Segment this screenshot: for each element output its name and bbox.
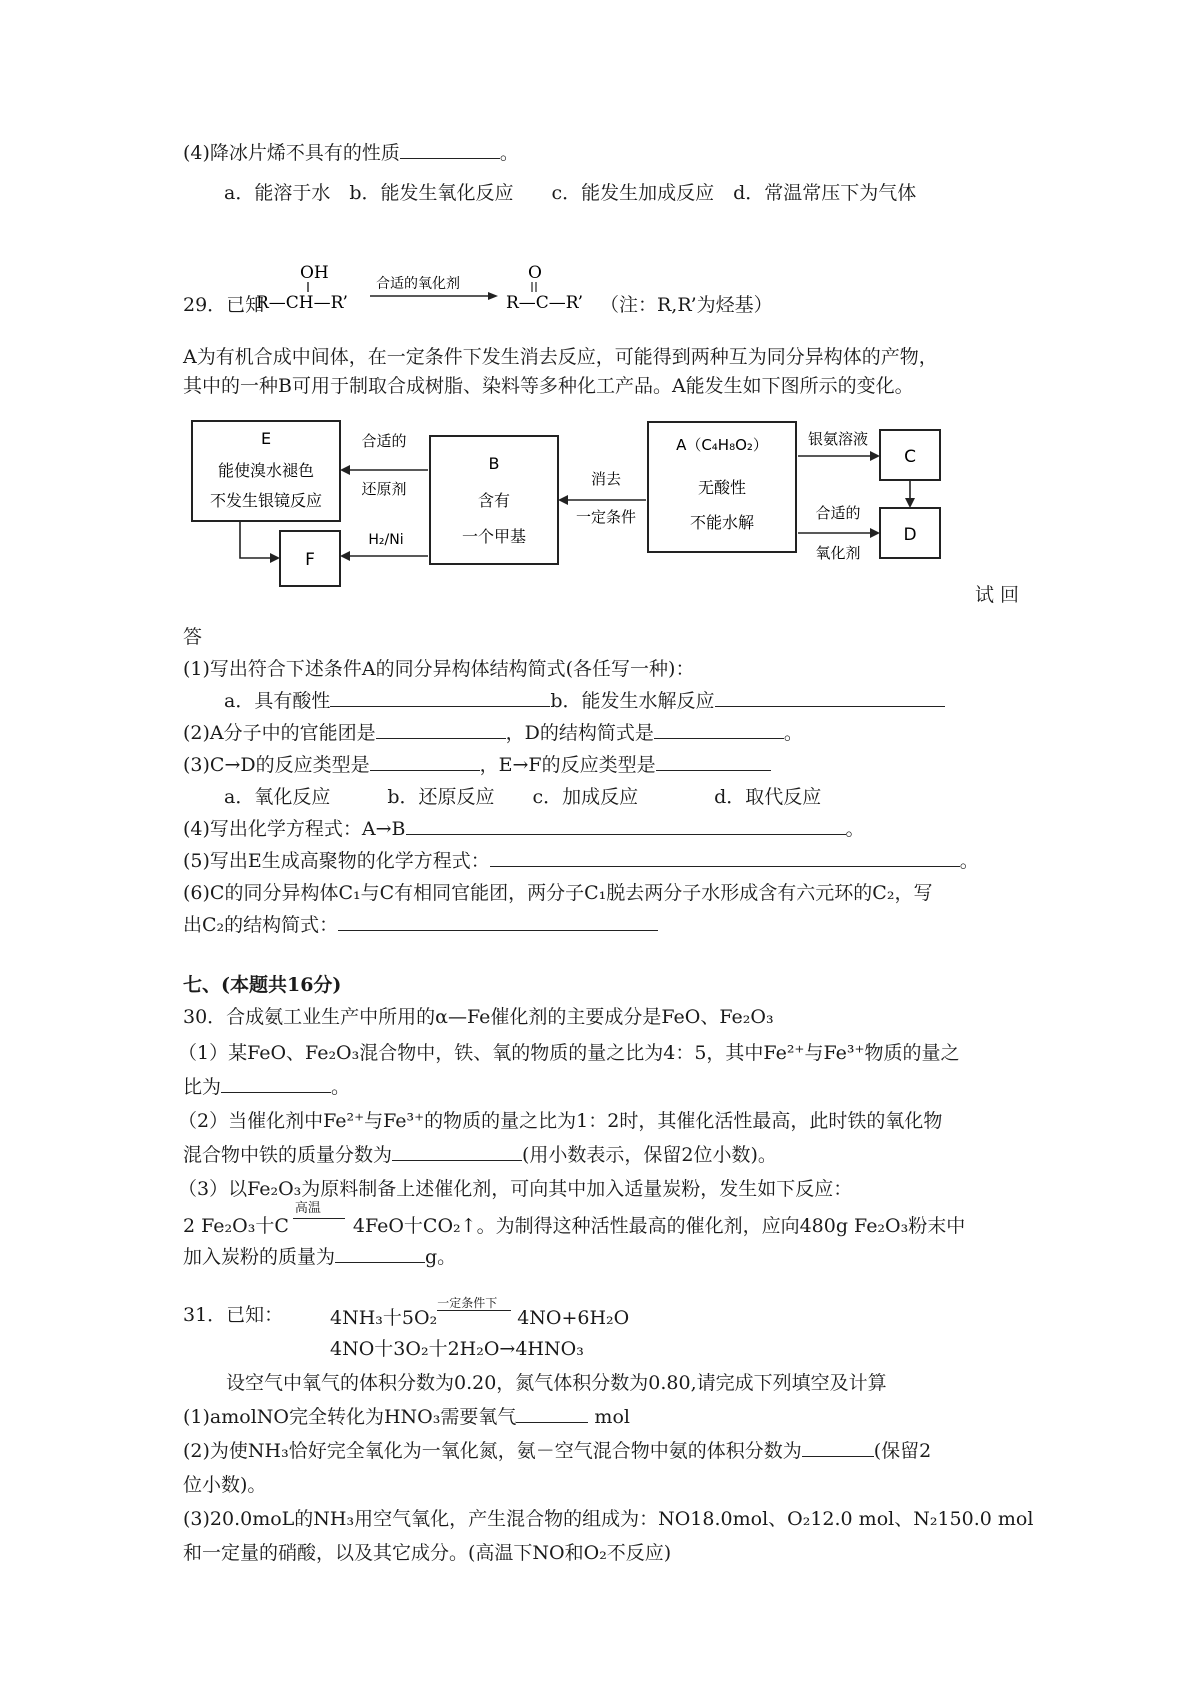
q29-sub5-end: 。 (959, 850, 979, 872)
q29-sub3-b: ，E→F的反应类型是 (479, 754, 656, 776)
answer-blank[interactable] (330, 688, 550, 707)
q29-sub6-line-2 (183, 912, 658, 938)
q29-sub4 (183, 816, 865, 842)
answer-blank[interactable] (338, 912, 658, 931)
q29-sub4-end: 。 (845, 818, 865, 840)
q30-p3-line-3 (183, 1244, 456, 1270)
q31-eq1-condition: 一定条件下 (437, 1296, 498, 1310)
answer-blank[interactable] (490, 848, 960, 867)
box-e-line-1: E (260, 429, 272, 448)
answer-blank[interactable] (376, 720, 506, 739)
q30-p3-unit: g。 (425, 1246, 457, 1268)
q28-4-options: a．能溶于水 b．能发生氧化反应 c．能发生加成反应 d．常温常压下为气体 (224, 182, 917, 204)
q30-p1-line-2 (183, 1074, 350, 1100)
box-a-line-1: A（C₄H₈O₂） (676, 436, 768, 454)
box-b-line-3: 一个甲基 (461, 527, 527, 546)
q29-sub1-a: a．具有酸性 (224, 690, 331, 712)
answer-blank[interactable] (392, 1142, 522, 1161)
q31-s2-line-2: 位小数)。 (183, 1474, 267, 1496)
q31-s1 (183, 1404, 630, 1430)
answer-blank[interactable] (221, 1074, 331, 1093)
q31-s2-note: (保留2 (873, 1440, 932, 1462)
q30-eq-arrow (289, 1201, 353, 1232)
q30-p1-line-1: （1）某FeO、Fe₂O₃混合物中，铁、氧的物质的量之比为4：5，其中Fe²⁺与Fe³⁺物质的量之 (178, 1042, 960, 1064)
box-c-label: C (904, 447, 916, 467)
q30-p2-text: 混合物中铁的质量分数为 (183, 1144, 393, 1166)
q30-p3-line-1: （3）以Fe₂O₃为原料制备上述催化剂，可向其中加入适量炭粉，发生如下反应： (178, 1178, 853, 1200)
q31-eq2: 4NO十3O₂十2H₂O→4HNO₃ (330, 1338, 584, 1360)
box-b-line-1: B (488, 454, 500, 473)
label-a-b-2: 一定条件 (575, 508, 637, 526)
q29-sub2-c: 。 (783, 722, 803, 744)
q31-eq1-arrow (437, 1296, 517, 1324)
box-e-line-2: 能使溴水褪色 (217, 461, 315, 480)
box-a-line-2: 无酸性 (697, 478, 747, 497)
q29-sub2-b: ，D的结构简式是 (505, 722, 654, 744)
box-b-line-2: 含有 (477, 491, 511, 510)
section-7-title: 七、(本题共16分) (183, 974, 342, 996)
q30-p1-end: 。 (331, 1076, 351, 1098)
label-a-c: 银氨溶液 (807, 430, 869, 448)
q31-intro: 设空气中氧气的体积分数为0.20，氮气体积分数为0.80,请完成下列填空及计算 (226, 1372, 887, 1394)
q29-sub6-text: 出C₂的结构简式： (183, 914, 339, 936)
q29-sub1: (1)写出符合下述条件A的同分异构体结构简式(各任写一种)： (183, 658, 695, 680)
q30-p1-text: 比为 (183, 1076, 222, 1098)
right-product: R—C—R’ (506, 293, 584, 313)
answer-blank[interactable] (400, 140, 500, 159)
q29-sub4-text: (4)写出化学方程式：A→B (183, 818, 406, 840)
q29-intro-2: 其中的一种B可用于制取合成树脂、染料等多种化工产品。A能发生如下图所示的变化。 (183, 375, 914, 397)
q29-sub3 (183, 752, 771, 778)
q29-flow-diagram (190, 418, 960, 598)
q31-eq1 (330, 1296, 630, 1331)
q28-4-stem (183, 140, 519, 166)
q28-4-stem-text: (4)降冰片烯不具有的性质 (183, 142, 400, 164)
q30-stem: 30．合成氨工业生产中所用的α—Fe催化剂的主要成分是FeO、Fe₂O₃ (183, 1006, 774, 1028)
q30-p3-text: 加入炭粉的质量为 (183, 1246, 336, 1268)
q31-eq1-reactants: 4NH₃十5O₂ (330, 1307, 438, 1329)
q29-sub3-a: (3)C→D的反应类型是 (183, 754, 370, 776)
q29-note: （注：R,R’为烃基） (600, 294, 773, 316)
answer-blank[interactable] (802, 1438, 874, 1457)
box-d-label: D (903, 525, 917, 545)
label-b-f: H₂/Ni (368, 532, 404, 548)
arrow-label: 合适的氧化剂 (376, 276, 460, 292)
answer-blank[interactable] (654, 720, 784, 739)
q31-s3-line-2: 和一定量的硝酸，以及其它成分。(高温下NO和O₂不反应) (183, 1542, 672, 1564)
q29-tail-right: 试 回 (975, 584, 1020, 606)
label-a-b-1: 消去 (590, 470, 622, 488)
q31-s3-line-1: (3)20.0moL的NH₃用空气氧化，产生混合物的组成为：NO18.0mol、O₂12.0 mol、N₂150.0 mol (183, 1508, 1034, 1530)
left-oh-label: OH (300, 263, 329, 283)
q31-prefix: 31．已知： (183, 1304, 284, 1326)
q29-sub5 (183, 848, 979, 874)
label-a-d-2: 氧化剂 (815, 544, 861, 562)
q31-s2-text: (2)为使NH₃恰好完全氧化为一氧化氮，氨－空气混合物中氨的体积分数为 (183, 1440, 802, 1462)
q29-sub2 (183, 720, 803, 746)
q31-s1-text: (1)amolNO完全转化为HNO₃需要氧气 (183, 1406, 517, 1428)
q29-prefix: 29．已知 (183, 294, 265, 316)
q30-eq-products: 4FeO十CO₂↑。为制得这种活性最高的催化剂，应向480g Fe₂O₃粉末中 (352, 1215, 966, 1237)
q29-intro-1: A为有机合成中间体，在一定条件下发生消去反应，可能得到两种互为同分异构体的产物， (183, 346, 938, 368)
left-reactant: R—CH—R’ (256, 293, 348, 313)
answer-blank[interactable] (516, 1404, 588, 1423)
q29-sub2-a: (2)A分子中的官能团是 (183, 722, 376, 744)
q29-sub5-text: (5)写出E生成高聚物的化学方程式： (183, 850, 490, 872)
q29-sub1-b: b．能发生水解反应 (550, 690, 715, 712)
q29-sub6-line-1: (6)C的同分异构体C₁与C有相同官能团，两分子C₁脱去两分子水形成含有六元环的C₂，写 (183, 882, 933, 904)
q30-eq-reactants: 2 Fe₂O₃十C (183, 1215, 289, 1237)
label-b-e-2: 还原剂 (361, 480, 407, 498)
answer-blank[interactable] (715, 688, 945, 707)
q30-p2-line-1: （2）当催化剂中Fe²⁺与Fe³⁺的物质的量之比为1：2时，其催化活性最高，此时铁的氧化物 (178, 1110, 943, 1132)
q31-s1-unit: mol (594, 1406, 630, 1428)
answer-blank[interactable] (656, 752, 771, 771)
box-a-line-3: 不能水解 (689, 513, 755, 532)
q30-p2-line-2 (183, 1142, 777, 1168)
q29-tail-left: 答 (183, 626, 203, 648)
q28-4-stem-end: 。 (499, 142, 519, 164)
label-b-e-1: 合适的 (361, 432, 407, 450)
answer-blank[interactable] (406, 816, 846, 835)
q30-p3-equation (183, 1201, 966, 1239)
q30-p2-note: (用小数表示，保留2位小数)。 (522, 1144, 777, 1166)
q29-sub1-line (224, 688, 945, 714)
right-o-label: O (528, 263, 542, 283)
box-e-line-3: 不发生银镜反应 (209, 491, 323, 510)
q31-eq1-products: 4NO+6H₂O (517, 1307, 630, 1329)
label-a-d-1: 合适的 (815, 504, 861, 522)
q30-eq-condition: 高温 (294, 1201, 321, 1216)
answer-blank[interactable] (335, 1244, 425, 1263)
q29-sub3-options: a．氧化反应 b．还原反应 c．加成反应 d．取代反应 (224, 786, 822, 808)
answer-blank[interactable] (370, 752, 480, 771)
q31-s2-line-1 (183, 1438, 931, 1464)
box-f-label: F (305, 550, 315, 570)
